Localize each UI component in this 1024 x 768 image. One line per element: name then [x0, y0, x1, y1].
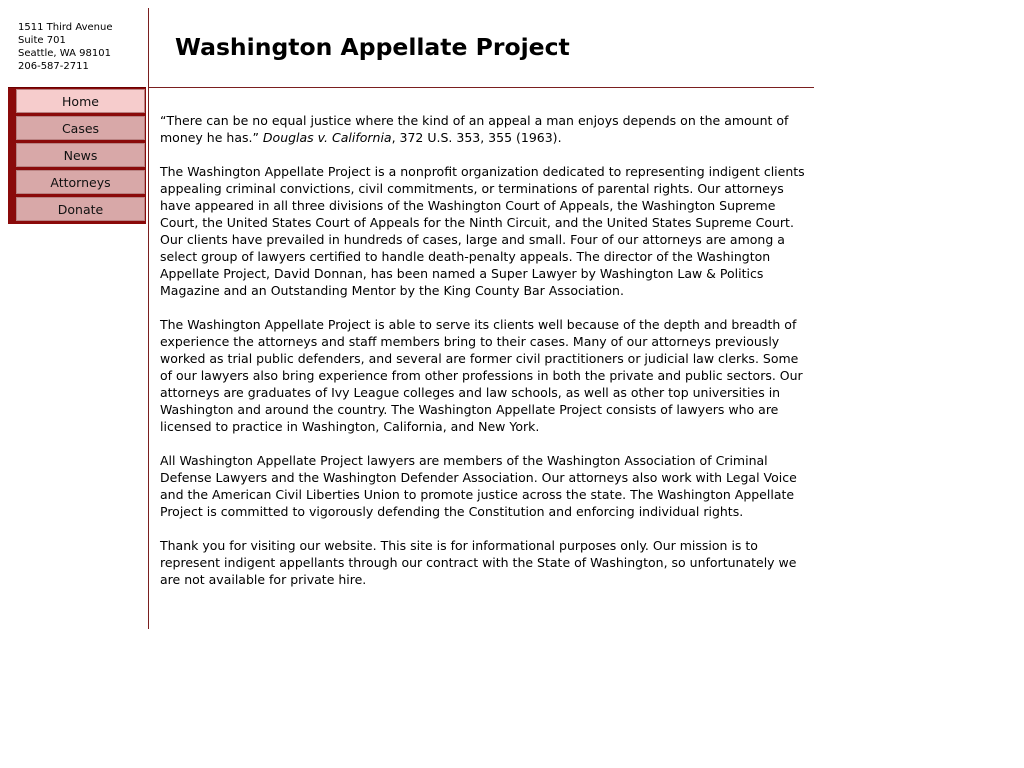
paragraph-experience: The Washington Appellate Project is able to serve its clients well because of the depth and breadth of experience the attorneys and staff members bring to their cases. Many of our attorneys previously worked as trial public defenders, and several are former civil practitioners or judicial law clerks. Some of our lawyers also bring experience from other professions in both the private and public sectors. Our attorneys are graduates of Ivy League colleges and law schools, as well as other top universities in Washington and around the country. The Washington Appellate Project consists of lawyers who are licensed to practice in Washington, California, and New York. — [160, 317, 803, 434]
quote-case-name: Douglas v. California — [262, 130, 392, 145]
address-suite: Suite 701 — [18, 35, 66, 46]
paragraph-about: The Washington Appellate Project is a nonprofit organization dedicated to representing indigent clients appealing criminal convictions, civil commitments, or terminations of parental rights. Our attorneys have appeared in all three divisions of the Washington Court of Appeals, the Washington Supreme Court, the United States Court of Appeals for the Ninth Circuit, and the United States Supreme Court. Our clients have prevailed in hundreds of cases, large and small. Four of our attorneys are among a select group of lawyers certified to handle death-penalty appeals. The director of the Washington Appellate Project, David Donnan, has been named a Super Lawyer by Washington Law & Politics Magazine and an Outstanding Mentor by the King County Bar Association. — [160, 164, 805, 298]
header-divider — [148, 87, 814, 88]
contact-address — [18, 21, 143, 73]
quote-paragraph — [160, 112, 808, 146]
nav-item-news[interactable]: News — [16, 143, 145, 167]
nav-item-cases[interactable]: Cases — [16, 116, 145, 140]
vertical-divider — [148, 8, 149, 629]
quote-citation: , 372 U.S. 353, 355 (1963). — [391, 130, 562, 145]
address-city: Seattle, WA 98101 — [18, 48, 111, 59]
address-street: 1511 Third Avenue — [18, 22, 113, 33]
address-phone: 206-587-2711 — [18, 61, 89, 72]
page-title: Washington Appellate Project — [175, 33, 570, 61]
nav-item-home[interactable]: Home — [16, 89, 145, 113]
quote-text: “There can be no equal justice where the kind of an appeal a man enjoys depends on the amount of money he has.” — [160, 113, 789, 145]
sidebar-nav — [8, 87, 146, 224]
paragraph-disclaimer: Thank you for visiting our website. This site is for informational purposes only. Our mission is to represent indigent appellants through our contract with the State of Washington, so unfortunately we are not available for private hire. — [160, 538, 797, 587]
paragraph-memberships: All Washington Appellate Project lawyers are members of the Washington Association of Criminal Defense Lawyers and the Washington Defender Association. Our attorneys also work with Legal Voice and the American Civil Liberties Union to promote justice across the state. The Washington Appellate Project is committed to vigorously defending the Constitution and enforcing individual rights. — [160, 453, 797, 519]
nav-item-attorneys[interactable]: Attorneys — [16, 170, 145, 194]
main-content — [160, 112, 808, 605]
nav-item-donate[interactable]: Donate — [16, 197, 145, 221]
